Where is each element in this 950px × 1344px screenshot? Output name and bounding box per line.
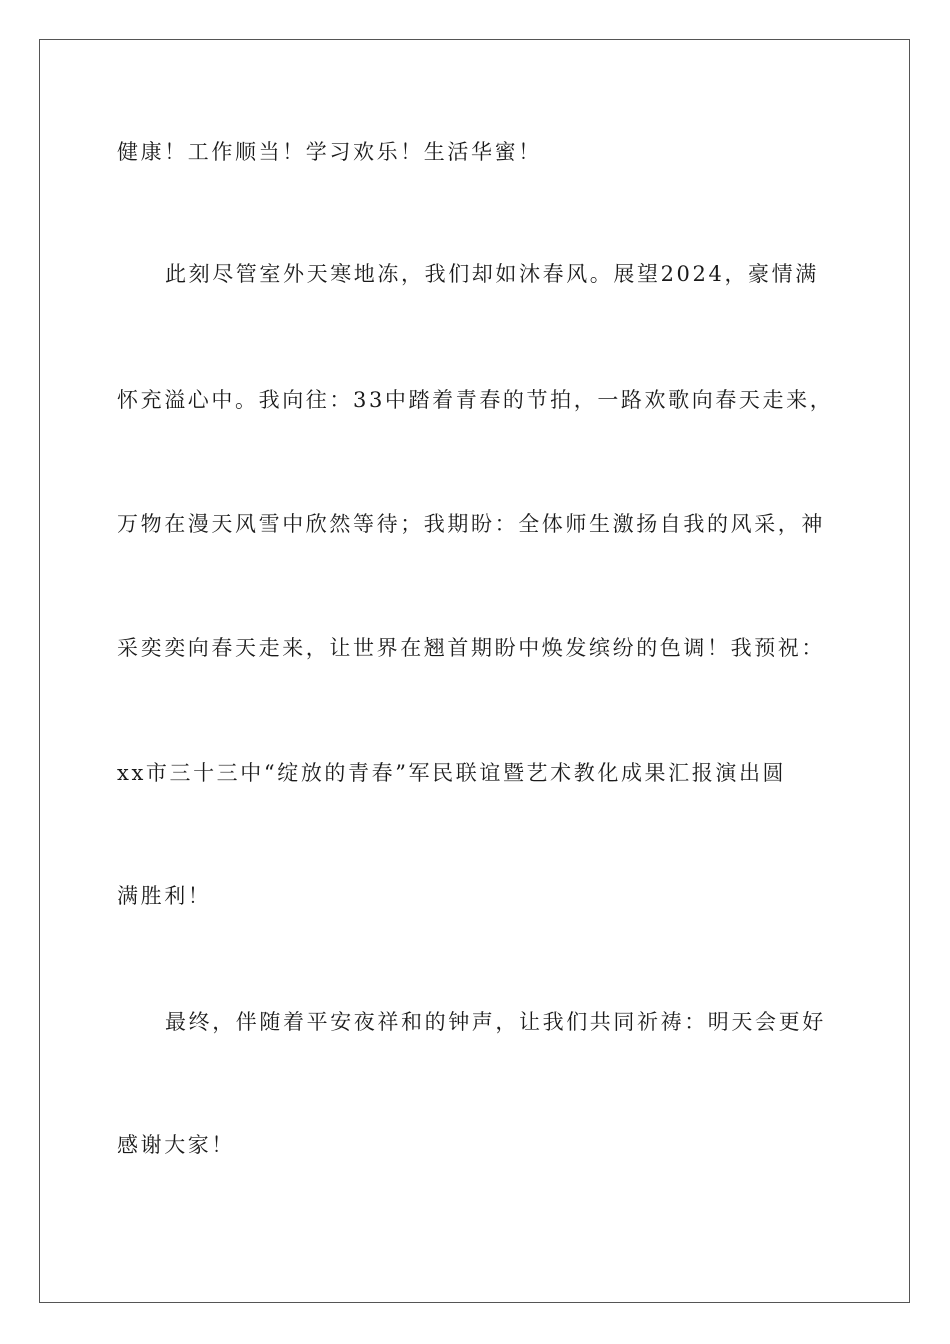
paragraph-outlook-line-2: 怀充溢心中。我向往：33中踏着青春的节拍，一路欢歌向春天走来， <box>117 388 834 412</box>
page-border <box>39 39 910 1303</box>
paragraph-outlook-line-1: 此刻尽管室外天寒地冻，我们却如沐春风。展望2024，豪情满 <box>165 262 819 286</box>
text-line-health-wishes: 健康！工作顺当！学习欢乐！生活华蜜！ <box>117 140 542 164</box>
paragraph-thanks: 感谢大家！ <box>117 1133 235 1157</box>
paragraph-outlook-line-4: 采奕奕向春天走来，让世界在翘首期盼中焕发缤纷的色调！我预祝： <box>117 636 825 660</box>
paragraph-outlook-line-6: 满胜利！ <box>117 884 212 908</box>
paragraph-closing-prayer: 最终，伴随着平安夜祥和的钟声，让我们共同祈祷：明天会更好 <box>165 1010 826 1034</box>
paragraph-outlook-line-5: xx市三十三中“绽放的青春”军民联谊暨艺术教化成果汇报演出圆 <box>117 761 787 785</box>
paragraph-outlook-line-3: 万物在漫天风雪中欣然等待；我期盼：全体师生激扬自我的风采，神 <box>117 512 825 536</box>
